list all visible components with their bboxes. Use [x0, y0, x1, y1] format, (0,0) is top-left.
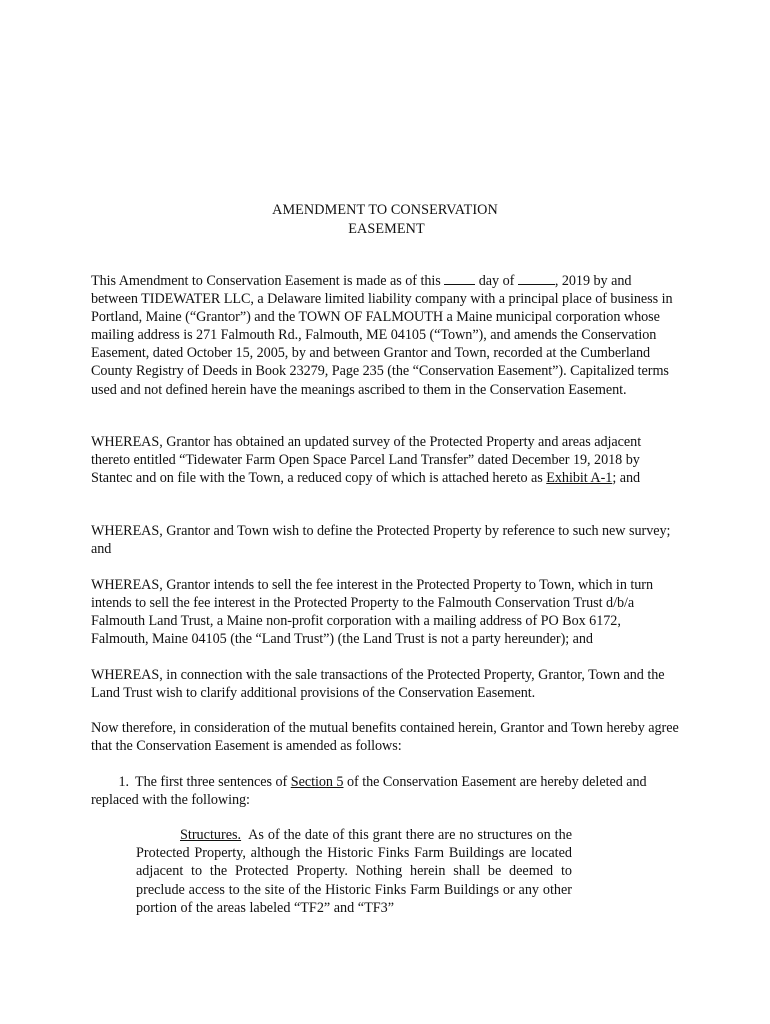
- whereas-paragraph-3: WHEREAS, Grantor intends to sell the fee interest in the Protected Property to Town, which in turn intends to sell the fee interest in the Protected Property to the Falmouth Conservation Trust d/b/a Falmouth Land Trust, a Maine non-profit corporation with a mailing address of PO Box 6172, Falmouth, Maine 04105 (the “Land Trust”) (the Land Trust is not a party hereunder); and: [91, 577, 654, 648]
- intro-paragraph: [91, 272, 681, 399]
- whereas-1-tail: ; and: [612, 470, 641, 487]
- list-item-number: 1.: [118, 774, 129, 790]
- whereas-1-text: WHEREAS, Grantor has obtained an updated survey of the Protected Property and areas adjacent thereto entitled “Tidewater Farm Open Space Parcel Land Transfer” dated December 19, 2018 by Stantec and on file with the Town, a reduced copy of which is attached hereto as: [91, 434, 642, 487]
- month-blank: [518, 272, 555, 285]
- whereas-paragraph-1: [91, 433, 681, 487]
- structures-block-quote: [136, 826, 572, 917]
- intro-text-2: day of: [478, 273, 515, 289]
- title-line-1: AMENDMENT TO CONSERVATION: [272, 202, 498, 218]
- intro-text-3: , 2019 by and between TIDEWATER LLC, a Delaware limited liability company with a principal place of business in Portland, Maine (“Grantor”) and the TOWN OF FALMOUTH a Maine municipal corporation whose mailing address is 271 Falmouth Rd., Falmouth, ME 04105 (“Town”), and amends the Conservation Easement, dated October 15, 2005, by and between Grantor and Town, recorded at the Cumberland County Registry of Deeds in Book 23279, Page 235 (the “Conservation Easement”). Capitalized terms used and not defined herein have the meanings ascribed to them in the Conservation Easement.: [91, 273, 673, 398]
- item-1-text-1: The first three sentences of: [135, 774, 288, 790]
- section-reference: Section 5: [290, 774, 344, 790]
- whereas-paragraph-2: WHEREAS, Grantor and Town wish to define the Protected Property by reference to such new survey; and: [91, 523, 671, 558]
- intro-text-1: This Amendment to Conservation Easement is made as of this: [91, 273, 441, 289]
- structures-heading: Structures.: [180, 827, 242, 843]
- list-item-1: [91, 773, 681, 809]
- now-therefore-paragraph: Now therefore, in consideration of the mutual benefits contained herein, Grantor and Town hereby agree that the Conservation Easement is amended as follows:: [91, 720, 679, 755]
- exhibit-reference: Exhibit A-1: [546, 470, 613, 487]
- document-title: [0, 201, 770, 238]
- structures-text: As of the date of this grant there are no structures on the Protected Property, although the Historic Finks Farm Buildings are located adjacent to the Protected Property. Nothing herein shall be deemed to preclude access to the site of the Historic Finks Farm Buildings or any other portion of the areas labeled “TF2” and “TF3”: [136, 827, 572, 916]
- whereas-paragraph-4: WHEREAS, in connection with the sale transactions of the Protected Property, Grantor, Town and the Land Trust wish to clarify additional provisions of the Conservation Easement.: [91, 667, 665, 702]
- title-line-2: EASEMENT: [348, 220, 425, 237]
- item-1-text-2: of the Conservation Easement are hereby deleted and replaced with the following:: [91, 774, 647, 809]
- day-blank: [444, 272, 475, 285]
